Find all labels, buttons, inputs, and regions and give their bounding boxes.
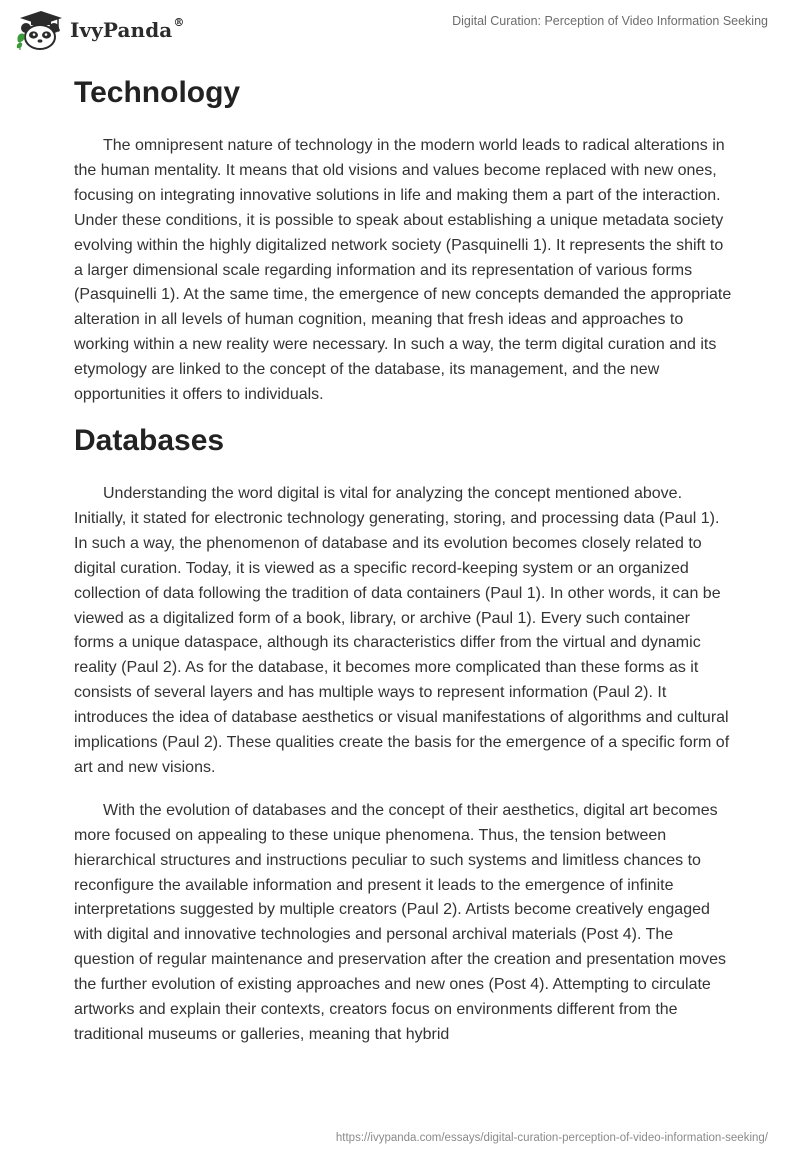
registered-mark: ®: [173, 16, 185, 29]
ivypanda-logo[interactable]: [14, 8, 184, 52]
paragraph-databases-2: With the evolution of databases and the concept of their aesthetics, digital art becomes more focused on appealing to these unique phenomena. Thus, the tension between hierarchical structures and instructions peculiar to such systems and limitless chances to reconfigure the available information and present it leads to the emergence of infinite interpretations suggested by multiple creators (Paul 2). Artists become creatively engaged with digital and innovative technologies and personal archival materials (Post 4). The question of regular maintenance and preservation after the creation and presentation moves the further evolution of existing approaches and new ones (Post 4). Attempting to circulate artworks and explain their contexts, creators focus on environments different from the traditional museums or galleries, meaning that hybrid: [74, 801, 726, 1043]
source-url[interactable]: https://ivypanda.com/essays/digital-curation-perception-of-video-information-seeking/: [335, 1132, 768, 1144]
paragraph-technology: The omnipresent nature of technology in the modern world leads to radical alterations in the human mentality. It means that old visions and values become replaced with new ones, focusing on integrating innovative solutions in life and making them a part of the interaction. Under these conditions, it is possible to speak about establishing a unique metadata society evolving within the highly digitalized network society (Pasquinelli 1). It represents the shift to a larger dimensional scale regarding information and its representation of various forms (Pasquinelli 1). At the same time, the emergence of new concepts demanded the appropriate alteration in all levels of human cognition, meaning that fresh ideas and approaches to working within a new reality were necessary. In such a way, the term digital curation and its etymology are linked to the concept of the database, its management, and the new opportunities it offers to individuals.: [74, 137, 732, 404]
section-heading-databases: Databases: [74, 423, 225, 457]
paragraph-databases-1: Understanding the word digital is vital for analyzing the concept mentioned above. Initially, it stated for electronic technology generating, storing, and processing data (Paul 1). In such a way, the phenomenon of database and its evolution becomes closely related to digital curation. Today, it is viewed as a specific record-keeping system or an organized collection of data following the tradition of data containers (Paul 1). In other words, it can be viewed as a digitalized form of a book, library, or archive (Paul 1). Every such container forms a unique dataspace, although its characteristics differ from the virtual and dynamic reality (Paul 2). As for the database, it becomes more complicated than these forms as it consists of several layers and has multiple ways to represent information (Paul 2). It introduces the idea of database aesthetics or visual manifestations of algorithms and cultural implications (Paul 2). These qualities create the basis for the emergence of a specific form of art and new visions.: [74, 484, 730, 776]
essay-content: [74, 70, 734, 1048]
document-title: Digital Curation: Perception of Video Information Seeking: [452, 14, 768, 28]
panda-graduate-icon: [14, 8, 66, 52]
section-heading-technology: Technology: [74, 76, 241, 109]
page-header: [0, 0, 800, 60]
logo-wordmark: [70, 18, 184, 42]
logo-name: IvyPanda: [70, 18, 173, 42]
